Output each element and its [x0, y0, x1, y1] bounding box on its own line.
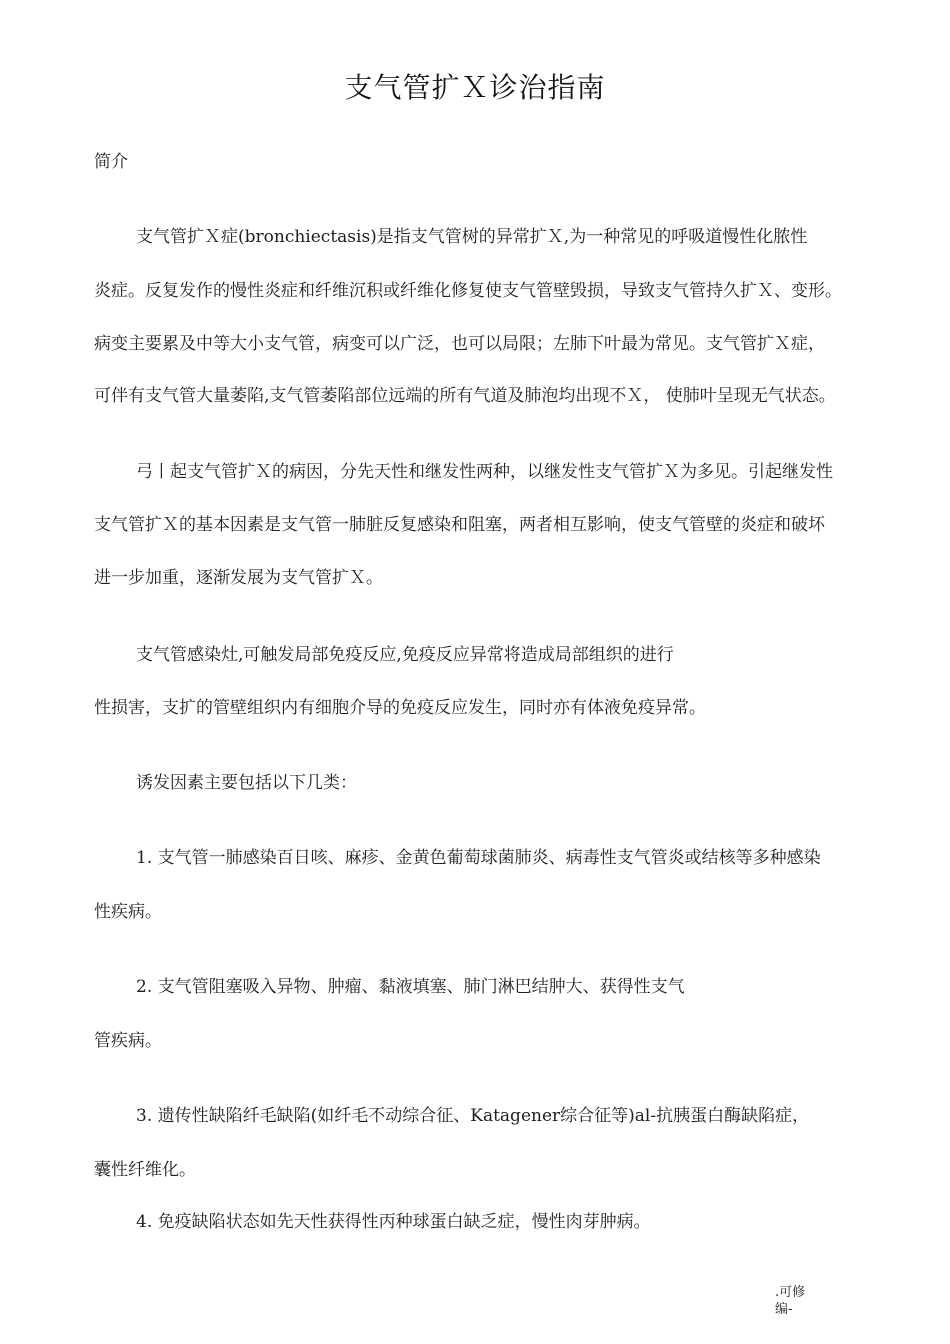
paragraph-line: 支气管扩Ｘ的基本因素是支气管一肺脏反复感染和阻塞，两者相互影响，使支气管壁的炎症和破坏: [94, 515, 825, 535]
paragraph-line: 弓丨起支气管扩Ｘ的病因，分先天性和继发性两种，以继发性支气管扩Ｘ为多见。引起继发性: [136, 462, 833, 482]
page-footer: [775, 1284, 805, 1318]
paragraph-line: 病变主要累及中等大小支气管，病变可以广泛，也可以局限；左肺下叶最为常见。支气管扩Ｘ症，: [94, 334, 825, 354]
list-item-line: 管疾病。: [94, 1031, 162, 1051]
section-heading: 简介: [94, 152, 128, 172]
list-item-line: 性疾病。: [94, 902, 162, 922]
list-item-line: 囊性纤维化。: [94, 1160, 196, 1180]
paragraph-line: 支气管扩Ｘ症(bronchiectasis)是指支气管树的异常扩Ｘ,为一种常见的呼吸道慢性化脓性: [136, 227, 808, 247]
paragraph-line: 支气管感染灶,可触发局部免疫反应,免疫反应异常将造成局部组织的进行: [136, 645, 674, 665]
paragraph-line: 炎症。反复发作的慢性炎症和纤维沉积或纤维化修复使支气管壁毁损，导致支气管持久扩Ｘ、变形。: [94, 281, 842, 301]
list-item-line: 3. 遗传性缺陷纤毛缺陷(如纤毛不动综合征、Katagener综合征等)al-抗胰蛋白酶缺陷症，: [136, 1106, 810, 1126]
list-item-line: 2. 支气管阻塞吸入异物、肿瘤、黏液填塞、肺门淋巴结肿大、获得性支气: [136, 977, 685, 997]
footer-line: 编-: [775, 1302, 793, 1317]
paragraph-line: 可伴有支气管大量萎陷,支气管萎陷部位远端的所有气道及肺泡均出现不Ｘ， 使肺叶呈现无气状态。: [94, 386, 836, 406]
footer-line: .可修: [775, 1285, 806, 1300]
document-title: 支气管扩Ｘ诊治指南: [344, 71, 606, 104]
list-item-line: 1. 支气管一肺感染百日咳、麻疹、金黄色葡萄球菌肺炎、病毒性支气管炎或结核等多种感染: [136, 848, 821, 868]
list-item-line: 4. 免疫缺陷状态如先天性获得性丙种球蛋白缺乏症，慢性肉芽肿病。: [136, 1212, 651, 1232]
paragraph-line: 进一步加重，逐渐发展为支气管扩Ｘ。: [94, 568, 383, 588]
paragraph-line: 性损害，支扩的管壁组织内有细胞介导的免疫反应发生，同时亦有体液免疫异常。: [94, 698, 706, 718]
paragraph-line: 诱发因素主要包括以下几类：: [136, 773, 357, 793]
